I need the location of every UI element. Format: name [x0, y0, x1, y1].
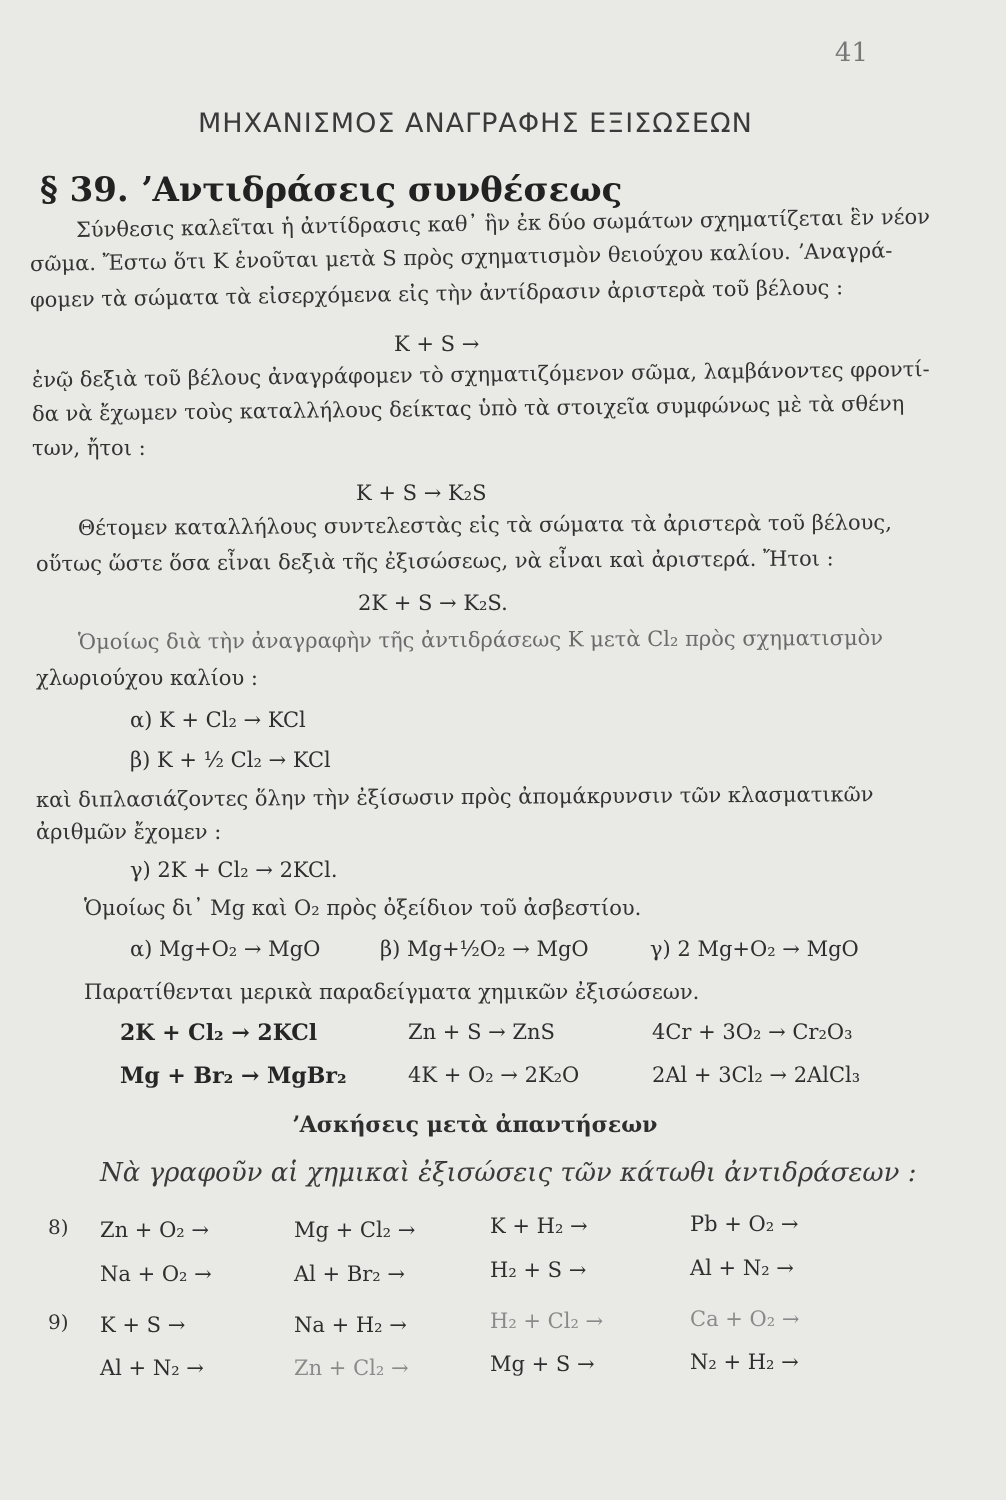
exercise-8-item: H₂ + S → [490, 1258, 587, 1282]
para6: Ὁμοίως δι᾽ Mg καὶ O₂ πρὸς ὀξείδιον τοῦ ἀσβεστίου. [84, 896, 642, 920]
exercises-instruction: Νὰ γραφοῦν αἱ χημικαὶ ἐξισώσεις τῶν κάτωθι ἀντιδράσεων : [100, 1158, 917, 1188]
exercise-9-item: K + S → [100, 1313, 186, 1337]
mg-equation-b: β) Mg+½O₂ → MgO [380, 937, 589, 961]
exercise-9-item: Mg + S → [490, 1352, 595, 1376]
equation-2: K + S → K₂S [356, 481, 487, 505]
exercises-heading: ʼΑσκήσεις μετὰ ἀπαντήσεων [292, 1112, 658, 1138]
exercise-9-item: Zn + Cl₂ → [294, 1356, 409, 1380]
running-head: ΜΗΧΑΝΙΣΜΟΣ ΑΝΑΓΡΑΦΗΣ ΕΞΙΣΩΣΕΩΝ [198, 108, 753, 139]
exercise-8-item: Mg + Cl₂ → [294, 1218, 416, 1242]
exercise-9-item: Na + H₂ → [294, 1313, 407, 1337]
mg-equation-c: γ) 2 Mg+O₂ → MgO [650, 937, 859, 961]
exercise-9-item: Al + N₂ → [100, 1356, 204, 1380]
example-1-3: 4Cr + 3O₂ → Cr₂O₃ [652, 1020, 853, 1044]
para2-line-3: των, ἤτοι : [32, 436, 146, 460]
exercise-8-item: Al + Br₂ → [294, 1262, 405, 1286]
equation-4b: β) K + ½ Cl₂ → KCl [130, 748, 331, 772]
para5-line-2: ἀριθμῶν ἔχομεν : [36, 820, 222, 844]
para4-line-2: χλωριούχου καλίου : [36, 666, 258, 690]
para7: Παρατίθενται μερικὰ παραδείγματα χημικῶν ἐξισώσεων. [84, 980, 700, 1004]
equation-1: K + S → [394, 332, 480, 356]
para4-line-1: Ὁμοίως διὰ τὴν ἀναγραφὴν τῆς ἀντιδράσεως Κ μετὰ Cl₂ πρὸς σχηματισμὸν [77, 625, 884, 654]
equation-5: γ) 2K + Cl₂ → 2KCl. [130, 858, 338, 882]
intro-line-3: φομεν τὰ σώματα τὰ εἰσερχόμενα εἰς τὴν ἀντίδρασιν ἀριστερὰ τοῦ βέλους : [29, 275, 844, 312]
example-1-2: Zn + S → ZnS [408, 1020, 555, 1044]
para2-line-2: δα νὰ ἔχωμεν τοὺς καταλλήλους δείκτας ὑπὸ τὰ στοιχεῖα συμφώνως μὲ τὰ σθένη [31, 391, 905, 426]
para5-line-1: καὶ διπλασιάζοντες ὅλην τὴν ἐξίσωσιν πρὸς ἀπομάκρυνσιν τῶν κλασματικῶν [35, 782, 874, 812]
intro-line-1: Σύνθεσις καλεῖται ἡ ἀντίδρασις καθ᾽ ἣν ἐκ δύο σωμάτων σχηματίζεται ἓν νέον [75, 204, 931, 242]
exercise-8-item: Zn + O₂ → [100, 1218, 209, 1242]
example-2-3: 2Al + 3Cl₂ → 2AlCl₃ [652, 1063, 861, 1087]
exercise-8-item: K + H₂ → [490, 1214, 588, 1238]
exercise-9-item: H₂ + Cl₂ → [490, 1309, 604, 1333]
para3-line-1: Θέτομεν καταλλήλους συντελεστὰς εἰς τὰ σώματα τὰ ἀριστερὰ τοῦ βέλους, [77, 510, 892, 540]
mg-equation-a: α) Mg+O₂ → MgO [130, 937, 321, 961]
section-title: § 39. ʼΑντιδράσεις συνθέσεως [40, 170, 623, 210]
exercise-number-8: 8) [48, 1215, 69, 1239]
exercise-8-item: Al + N₂ → [690, 1256, 794, 1280]
equation-3: 2K + S → K₂S. [358, 591, 508, 615]
exercise-9-item: N₂ + H₂ → [690, 1350, 799, 1374]
example-1-1: 2K + Cl₂ → 2KCl [120, 1020, 318, 1046]
exercise-8-item: Na + O₂ → [100, 1262, 212, 1286]
para3-line-2: οὕτως ὥστε ὅσα εἶναι δεξιὰ τῆς ἐξισώσεως, νὰ εἶναι καὶ ἀριστερά. Ἤτοι : [35, 546, 834, 576]
page-number: 41 [834, 38, 868, 68]
intro-line-2: σῶμα. Ἔστω ὅτι Κ ἑνοῦται μετὰ S πρὸς σχηματισμὸν θειούχου καλίου. ʼΑναγρά- [29, 238, 893, 276]
para2-line-1: ἐνῷ δεξιὰ τοῦ βέλους ἀναγράφομεν τὸ σχηματιζόμενον σῶμα, λαμβάνοντες φροντί- [31, 357, 930, 392]
example-2-2: 4K + O₂ → 2K₂O [408, 1063, 580, 1087]
exercise-9-item: Ca + O₂ → [690, 1307, 800, 1331]
equation-4a: α) K + Cl₂ → KCl [130, 708, 306, 732]
example-2-1: Mg + Br₂ → MgBr₂ [120, 1063, 347, 1089]
exercise-8-item: Pb + O₂ → [690, 1212, 799, 1236]
exercise-number-9: 9) [48, 1310, 69, 1334]
